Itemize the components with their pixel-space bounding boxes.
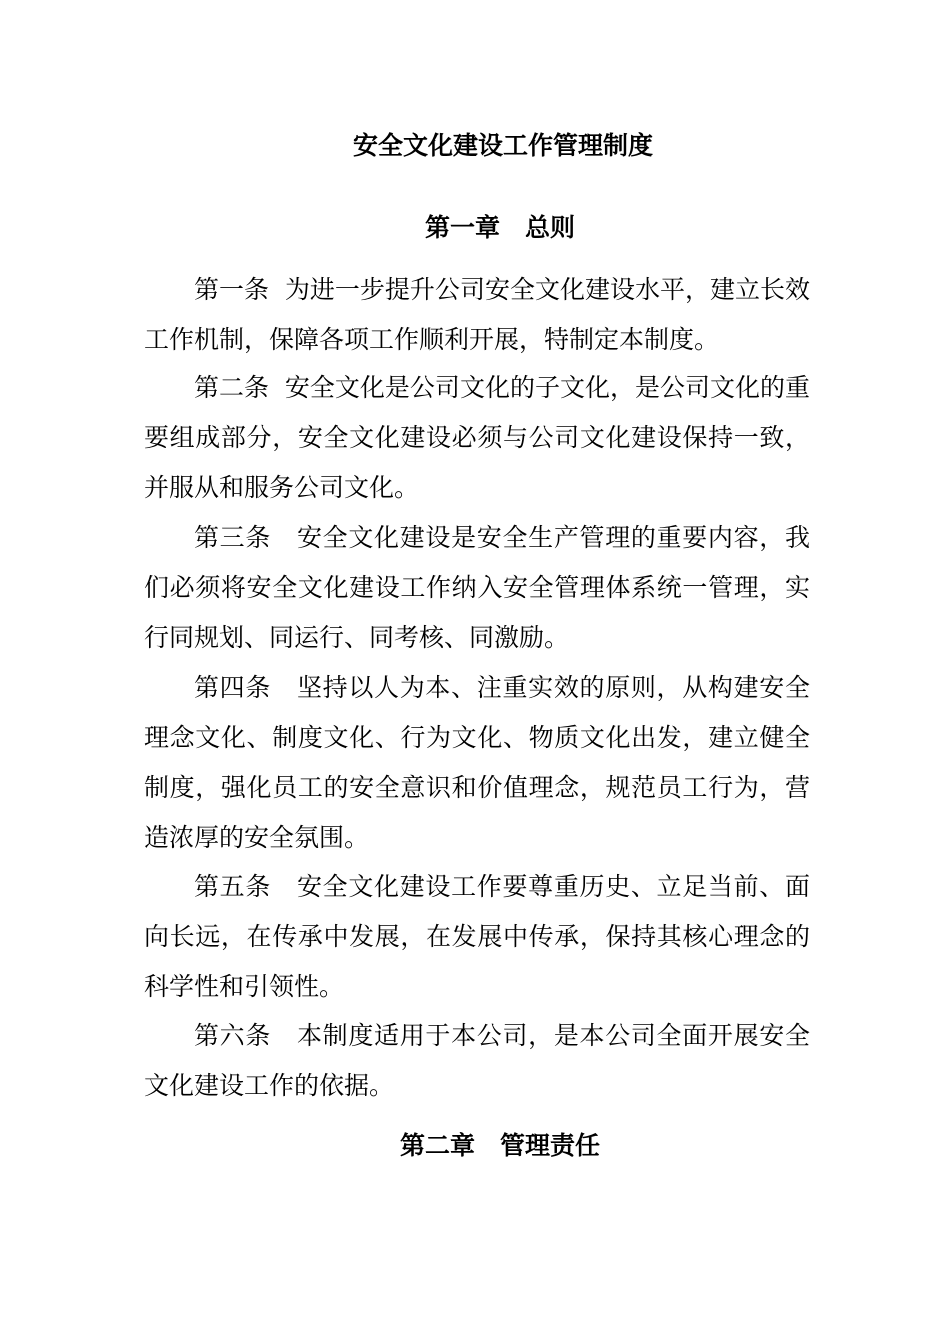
article-6 — [144, 1011, 810, 1111]
article-number: 第六条 — [194, 1021, 272, 1050]
article-number: 第五条 — [194, 872, 272, 901]
article-text: 安全文化是公司文化的子文化，是公司文化的重要组成部分，安全文化建设必须与公司文化建设保持一致，并服从和服务公司文化。 — [144, 373, 810, 502]
article-text: 为进一步提升公司安全文化建设水平，建立长效工作机制，保障各项工作顺利开展，特制定本制度。 — [144, 275, 810, 354]
article-4 — [144, 663, 810, 863]
article-1 — [144, 265, 810, 365]
article-3 — [144, 513, 810, 663]
article-text: 安全文化建设是安全生产管理的重要内容，我们必须将安全文化建设工作纳入安全管理体系统一管理，实行同规划、同运行、同考核、同激励。 — [144, 523, 810, 652]
article-5 — [144, 862, 810, 1012]
article-number: 第四条 — [194, 673, 272, 702]
chapter-heading-1: 第一章 总则 — [424, 213, 575, 242]
article-number: 第二条 — [194, 373, 270, 402]
article-number: 第一条 — [194, 275, 270, 304]
chapter-heading-2: 第二章 管理责任 — [399, 1131, 600, 1160]
article-text: 坚持以人为本、注重实效的原则，从构建安全理念文化、制度文化、行为文化、物质文化出发，建立健全制度，强化员工的安全意识和价值理念，规范员工行为，营造浓厚的安全氛围。 — [144, 673, 810, 852]
document-title: 安全文化建设工作管理制度 — [352, 131, 653, 160]
article-text: 本制度适用于本公司，是本公司全面开展安全文化建设工作的依据。 — [144, 1021, 810, 1100]
article-text: 安全文化建设工作要尊重历史、立足当前、面向长远，在传承中发展，在发展中传承，保持其核心理念的科学性和引领性。 — [144, 872, 810, 1001]
article-number: 第三条 — [194, 523, 272, 552]
article-2 — [144, 363, 810, 513]
